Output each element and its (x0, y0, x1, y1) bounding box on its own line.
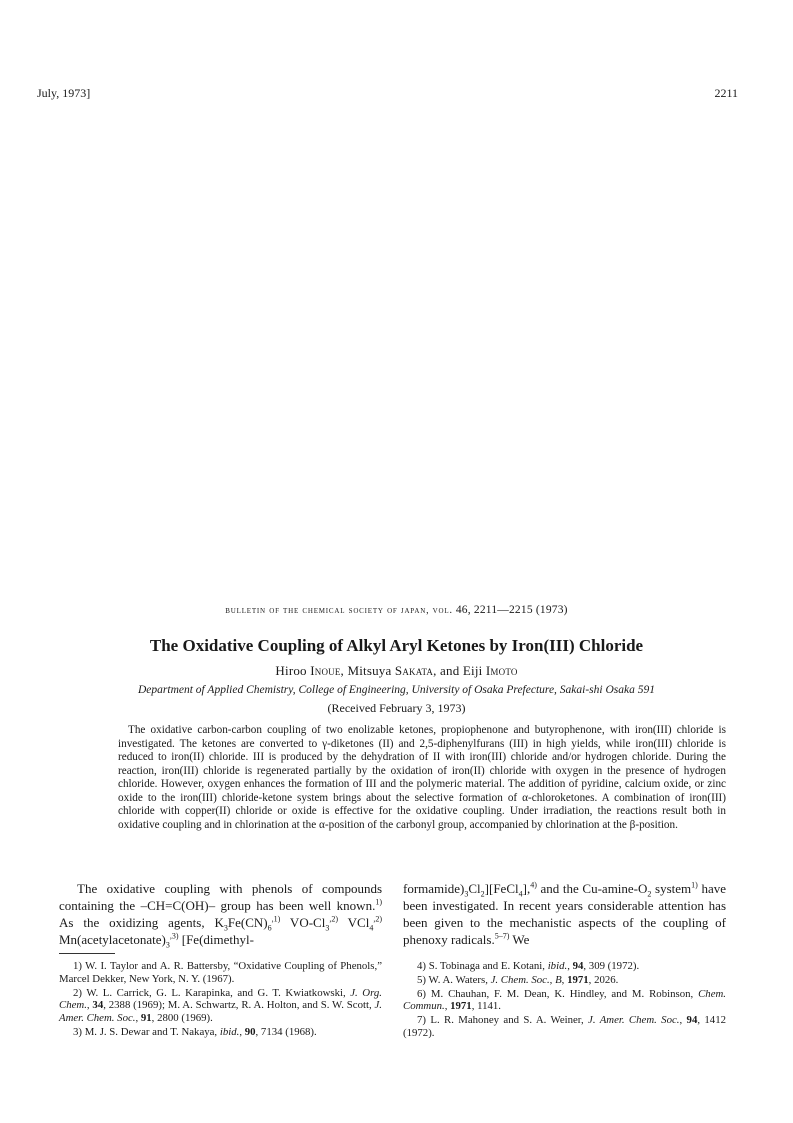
journal-citation-line (0, 604, 793, 616)
journal-name: bulletin of the chemical society of japan, vol. (225, 605, 453, 616)
footnote: 4) S. Tobinaga and E. Kotani, ibid., 94, 309 (1972). (417, 960, 640, 972)
author-first-name: Eiji (462, 663, 483, 678)
journal-volume-pages: 46, 2211—2215 (1973) (455, 604, 568, 616)
body-column-left: The oxidative coupling with phenols of compounds containing the –CH=C(OH)– group has been well known.$^{1)}$ As the oxidizing agents, $K_3Fe(CN)_6^{,1)}$ $VO-Cl_3^{,2)}$ VCl$_4^{,2)}$ $Mn(acetylacetonate)_3^{,3)}$ [Fe(dimethyl- (59, 881, 383, 950)
page-number: 2211 (714, 86, 738, 100)
footnote: 2) W. L. Carrick, G. L. Karapinka, and G. T. Kwiatkowski, J. Org. Chem., 34, 2388 (1969); M. A. Schwartz, R. A. Holton, and S. W. Scott, J. Amer. Chem. Soc., 91, 2800 (1969). (59, 986, 383, 1025)
author-last-name: Sakata (394, 663, 434, 678)
author-list: Hiroo Inoue, Mitsuya Sakata, and Eiji Imoto (275, 663, 518, 678)
abstract: The oxidative carbon-carbon coupling of two enolizable ketones, propiophenone and butyrophenone, with iron(III) chloride is investigated. The ketones are converted to γ-diketones (II) and 2,5-diphenylfurans (III) in high yields, while iron(III) chloride is reduced to iron(II) chloride. III is produced by the dehydration of II with iron(III) chloride and/or hydrogen chloride. During the reaction, iron(III) chloride is regenerated partially by the oxidation of iron(II) chloride with oxygen in the presence of hydrogen chloride. However, oxygen enhances the formation of III and the polymeric material. The addition of pyridine, calcium oxide, or zinc oxide to the iron(III) chloride-ketone system brings about the selective formation of α-chloroketones. A combination of iron(III) chloride with copper(II) chloride or oxide is effective for the oxidative coupling. Under irradiation, the reactions result both in oxidative coupling and in chlorination at the α-position of the carbonyl group, accompanied by chlorination at the β-position. (118, 724, 726, 831)
author-last-name: Inoue (310, 663, 341, 678)
footnote: 3) M. J. S. Dewar and T. Nakaya, ibid., 90, 7134 (1968). (73, 1025, 317, 1038)
paper-title: The Oxidative Coupling of Alkyl Aryl Ketones by Iron(III) Chloride (149, 636, 644, 655)
footnote: 7) L. R. Mahoney and S. A. Weiner, J. Amer. Chem. Soc., 94, 1412 (1972). (403, 1014, 726, 1039)
running-header-date: July, 1973] (37, 86, 91, 100)
footnote: 5) W. A. Waters, J. Chem. Soc., B, 1971, 2026. (417, 973, 619, 986)
body-column-right: $formamide)_3Cl_2][FeCl_4],^{4)}$ and the $Cu-amine-O_2$ system$^{1)}$ have been investigated. In recent years considerable attention has been given to the mechanistic aspects of the coupling of phenoxy radicals.$^{5-7)}$ We (403, 880, 726, 947)
author-first-name: Hiroo (275, 663, 307, 678)
affiliation: Department of Applied Chemistry, College of Engineering, University of Osaka Prefecture, Sakai-shi Osaka 591 (138, 684, 655, 696)
footnote: 6) M. Chauhan, F. M. Dean, K. Hindley, and M. Robinson, Chem. Commun., 1971, 1141. (403, 987, 726, 1013)
author-conjunction: and (440, 663, 460, 678)
author-last-name: Imoto (485, 663, 518, 678)
footnote: 1) W. I. Taylor and A. R. Battersby, “Oxidative Coupling of Phenols,” Marcel Dekker, New York, N. Y. (1967). (59, 960, 382, 985)
footnotes-right (403, 960, 726, 1041)
received-date: (Received February 3, 1973) (327, 701, 466, 715)
author-first-name: Mitsuya (347, 663, 392, 678)
footnotes-left (59, 960, 382, 1040)
footnote-divider (59, 953, 115, 954)
